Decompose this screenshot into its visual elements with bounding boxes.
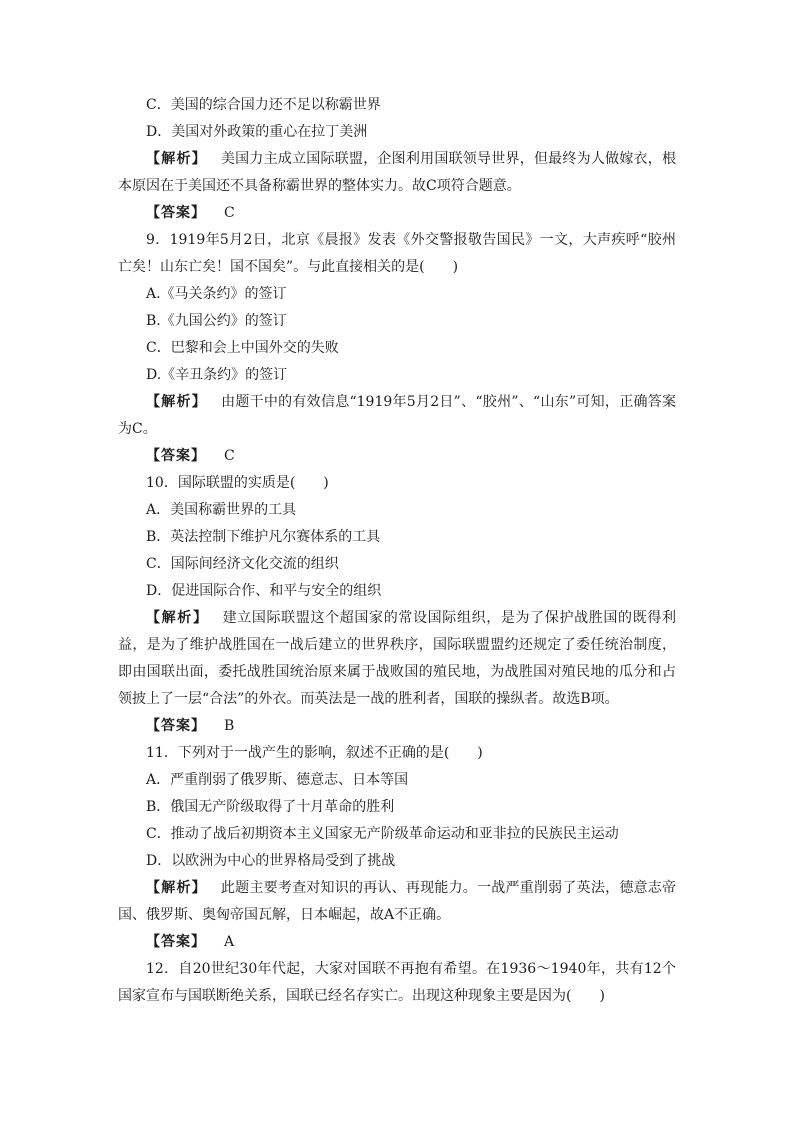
option-line: [118, 362, 676, 389]
answer-tag: 【答案】: [146, 448, 206, 464]
analysis-paragraph: [118, 605, 676, 713]
question-stem: [118, 470, 676, 497]
block-text: A．美国称霸世界的工具: [146, 502, 297, 518]
question-stem: [118, 740, 676, 767]
block-text: B.《九国公约》的签订: [146, 313, 287, 329]
block-text: A.《马关条约》的签订: [146, 286, 287, 302]
answer-tag: 【答案】: [146, 718, 206, 734]
analysis-paragraph: [118, 389, 676, 443]
analysis-tag: 【解析】: [146, 880, 207, 896]
option-line: [118, 551, 676, 578]
block-text: B: [224, 718, 235, 734]
block-text: A: [224, 934, 235, 950]
option-line: [118, 335, 676, 362]
block-text: C．美国的综合国力还不足以称霸世界: [146, 97, 381, 113]
option-line: [118, 767, 676, 794]
analysis-paragraph: [118, 875, 676, 929]
answer-line: [118, 443, 676, 470]
block-text: 12．自20世纪30年代起，大家对国联不再抱有希望。在1936～1940年，共有12个国家宣布与国联断绝关系，国联已经名存实亡。出现这种现象主要是因为( ): [118, 961, 676, 1004]
option-line: [118, 821, 676, 848]
answer-line: [118, 713, 676, 740]
option-line: [118, 497, 676, 524]
block-text: 建立国际联盟这个超国家的常设国际组织，是为了保护战胜国的既得利益，是为了维护战胜国在一战后建立的世界秩序，国际联盟盟约还规定了委任统治制度，即由国联出面，委托战胜国统治原来属于战败国的殖民地，为战胜国对殖民地的瓜分和占领披上了一层“合法”的外衣。而英法是一战的胜利者，国联的操纵者。故选B项。: [118, 610, 677, 707]
block-text: C．推动了战后初期资本主义国家无产阶级革命运动和亚非拉的民族民主运动: [146, 826, 619, 842]
block-text: B．俄国无产阶级取得了十月革命的胜利: [146, 799, 395, 815]
option-line: [118, 524, 676, 551]
answer-line: [118, 200, 676, 227]
question-stem: [118, 227, 676, 281]
option-line: [118, 281, 676, 308]
block-text: 由题干中的有效信息“1919年5月2日”、“胶州”、“山东”可知，正确答案为C。: [118, 394, 677, 437]
option-line: [118, 794, 676, 821]
option-line: [118, 308, 676, 335]
option-line: [118, 92, 676, 119]
block-text: B．英法控制下维护凡尔赛体系的工具: [146, 529, 381, 545]
block-text: 10．国际联盟的实质是( ): [146, 475, 329, 491]
answer-line: [118, 929, 676, 956]
block-text: C．巴黎和会上中国外交的失败: [146, 340, 339, 356]
block-text: 此题主要考查对知识的再认、再现能力。一战严重削弱了英法，德意志帝国、俄罗斯、奥匈帝国瓦解，日本崛起，故A不正确。: [118, 880, 677, 923]
block-text: 9．1919年5月2日，北京《晨报》发表《外交警报敬告国民》一文，大声疾呼“胶州亡矣！山东亡矣！国不国矣”。与此直接相关的是( ): [118, 232, 676, 275]
block-text: D．以欧洲为中心的世界格局受到了挑战: [146, 853, 396, 869]
analysis-tag: 【解析】: [146, 394, 208, 410]
block-text: A．严重削弱了俄罗斯、德意志、日本等国: [146, 772, 409, 788]
block-text: D．美国对外政策的重心在拉丁美洲: [146, 124, 368, 140]
block-text: C．国际间经济文化交流的组织: [146, 556, 339, 572]
block-text: 11．下列对于一战产生的影响，叙述不正确的是( ): [146, 745, 483, 761]
block-text: 美国力主成立国际联盟，企图利用国联领导世界，但最终为人做嫁衣，根本原因在于美国还不具备称霸世界的整体实力。故C项符合题意。: [118, 151, 677, 194]
block-text: D．促进国际合作、和平与安全的组织: [146, 583, 382, 599]
block-text: C: [224, 448, 235, 464]
option-line: [118, 119, 676, 146]
analysis-tag: 【解析】: [146, 151, 207, 167]
block-text: C: [224, 205, 235, 221]
analysis-tag: 【解析】: [146, 610, 209, 626]
block-text: D.《辛丑条约》的签订: [146, 367, 288, 383]
option-line: [118, 578, 676, 605]
option-line: [118, 848, 676, 875]
answer-tag: 【答案】: [146, 205, 206, 221]
analysis-paragraph: [118, 146, 676, 200]
answer-tag: 【答案】: [146, 934, 206, 950]
question-stem: [118, 956, 676, 1010]
